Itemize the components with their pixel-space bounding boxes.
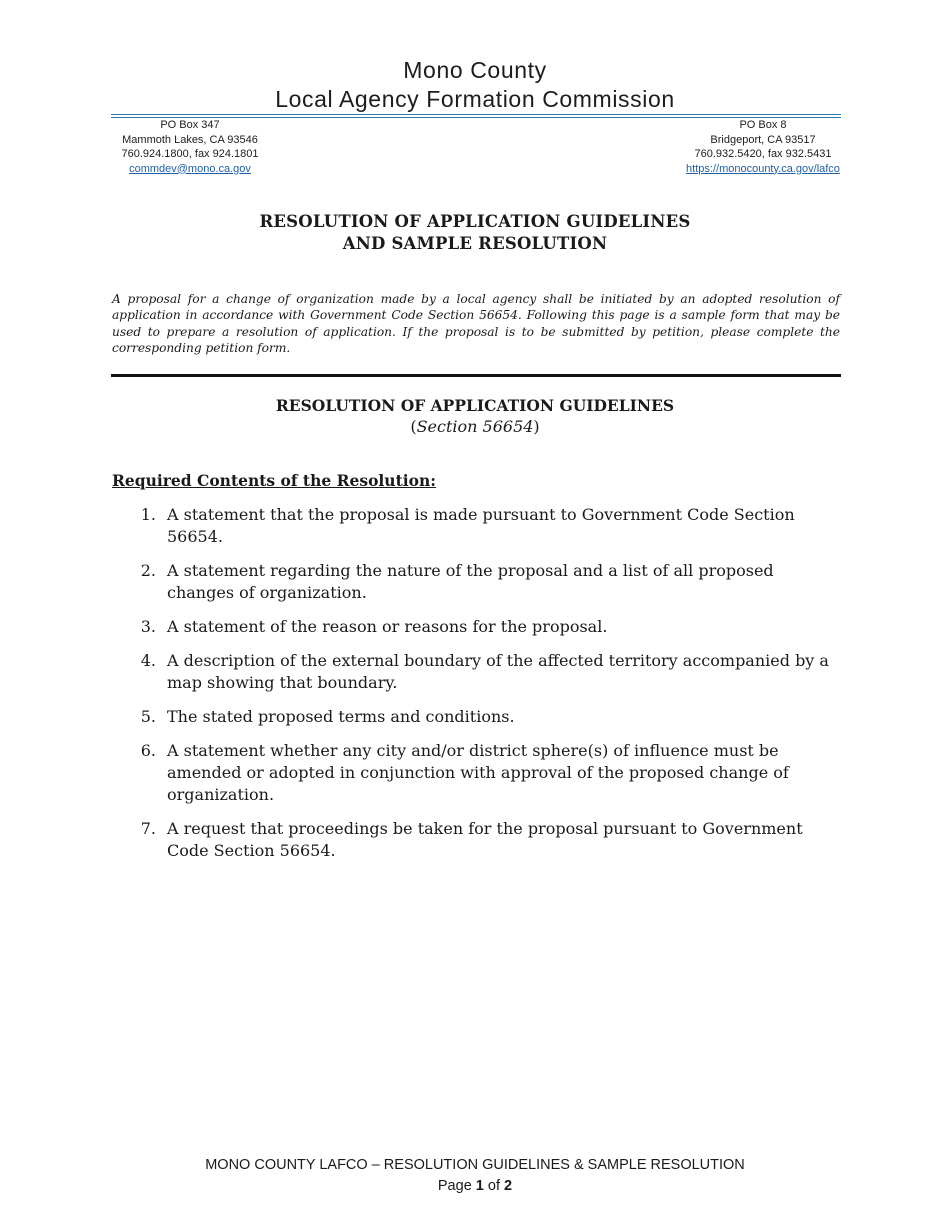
list-item — [130, 560, 840, 604]
left-po-box: PO Box 347 — [160, 119, 220, 131]
page-total: 2 — [504, 1178, 513, 1194]
website-link[interactable]: https://monocounty.ca.gov/lafco — [686, 162, 840, 175]
required-contents-heading: Required Contents of the Resolution: — [112, 471, 436, 490]
right-po-box: PO Box 8 — [739, 119, 787, 131]
subtitle-paren-close: ) — [533, 417, 540, 436]
section-subtitle — [0, 416, 950, 437]
list-item-text: A statement whether any city and/or district sphere(s) of influence must be amended or adopted in conjunction with approval of the proposed change of organization. — [167, 741, 789, 804]
right-address-block — [671, 118, 855, 176]
list-item — [130, 818, 840, 862]
left-address-block — [111, 118, 269, 176]
list-item — [130, 650, 840, 694]
email-link[interactable]: commdev@mono.ca.gov — [129, 162, 251, 175]
list-item-number: 6. — [140, 741, 156, 760]
list-item-number: 2. — [140, 561, 156, 580]
section-title: RESOLUTION OF APPLICATION GUIDELINES — [275, 396, 675, 415]
intro-paragraph: A proposal for a change of organization made by a local agency shall be initiated by an adopted resolution of application in accordance with Government Code Section 56654. Following this page is a sample form that may be used to prepare a resolution of application. If the proposal is to be submitted by petition, please complete the corresponding petition form. — [112, 292, 840, 355]
list-item-text: The stated proposed terms and conditions. — [167, 707, 515, 726]
footer-title: MONO COUNTY LAFCO – RESOLUTION GUIDELINES & SAMPLE RESOLUTION — [205, 1157, 745, 1173]
page-of: of — [487, 1178, 500, 1194]
list-item — [130, 740, 840, 806]
document-title-line2: AND SAMPLE RESOLUTION — [342, 234, 608, 253]
letterhead-county: Mono County — [403, 57, 547, 83]
required-contents-list — [130, 504, 840, 874]
list-item — [130, 504, 840, 548]
subtitle-paren-open: ( — [410, 417, 417, 436]
list-item — [130, 616, 840, 638]
page-number — [0, 1176, 950, 1197]
list-item-text: A request that proceedings be taken for the proposal pursuant to Government Code Section 56654. — [167, 819, 803, 860]
page-label: Page — [437, 1178, 472, 1194]
section-divider — [111, 374, 841, 377]
list-item-text: A statement of the reason or reasons for the proposal. — [167, 617, 608, 636]
letterhead-rule-top — [111, 114, 841, 115]
list-item-number: 1. — [140, 505, 156, 524]
list-item-number: 5. — [140, 707, 156, 726]
section-citation: Section 56654 — [416, 417, 534, 436]
list-item-text: A statement that the proposal is made pursuant to Government Code Section 56654. — [167, 505, 795, 546]
left-phone: 760.924.1800, fax 924.1801 — [121, 148, 259, 160]
letterhead-commission: Local Agency Formation Commission — [275, 86, 675, 112]
list-item-text: A statement regarding the nature of the proposal and a list of all proposed changes of organization. — [167, 561, 774, 602]
list-item — [130, 706, 840, 728]
right-city: Bridgeport, CA 93517 — [710, 133, 816, 146]
list-item-number: 4. — [140, 651, 156, 670]
list-item-number: 7. — [140, 819, 156, 838]
left-city: Mammoth Lakes, CA 93546 — [122, 133, 258, 146]
page-current: 1 — [475, 1178, 484, 1194]
list-item-number: 3. — [140, 617, 156, 636]
document-title — [0, 211, 950, 255]
right-phone: 760.932.5420, fax 932.5431 — [694, 148, 832, 160]
list-item-text: A description of the external boundary of the affected territory accompanied by a map showing that boundary. — [167, 651, 829, 692]
document-title-line1: RESOLUTION OF APPLICATION GUIDELINES — [259, 212, 691, 231]
page-footer — [0, 1155, 950, 1197]
